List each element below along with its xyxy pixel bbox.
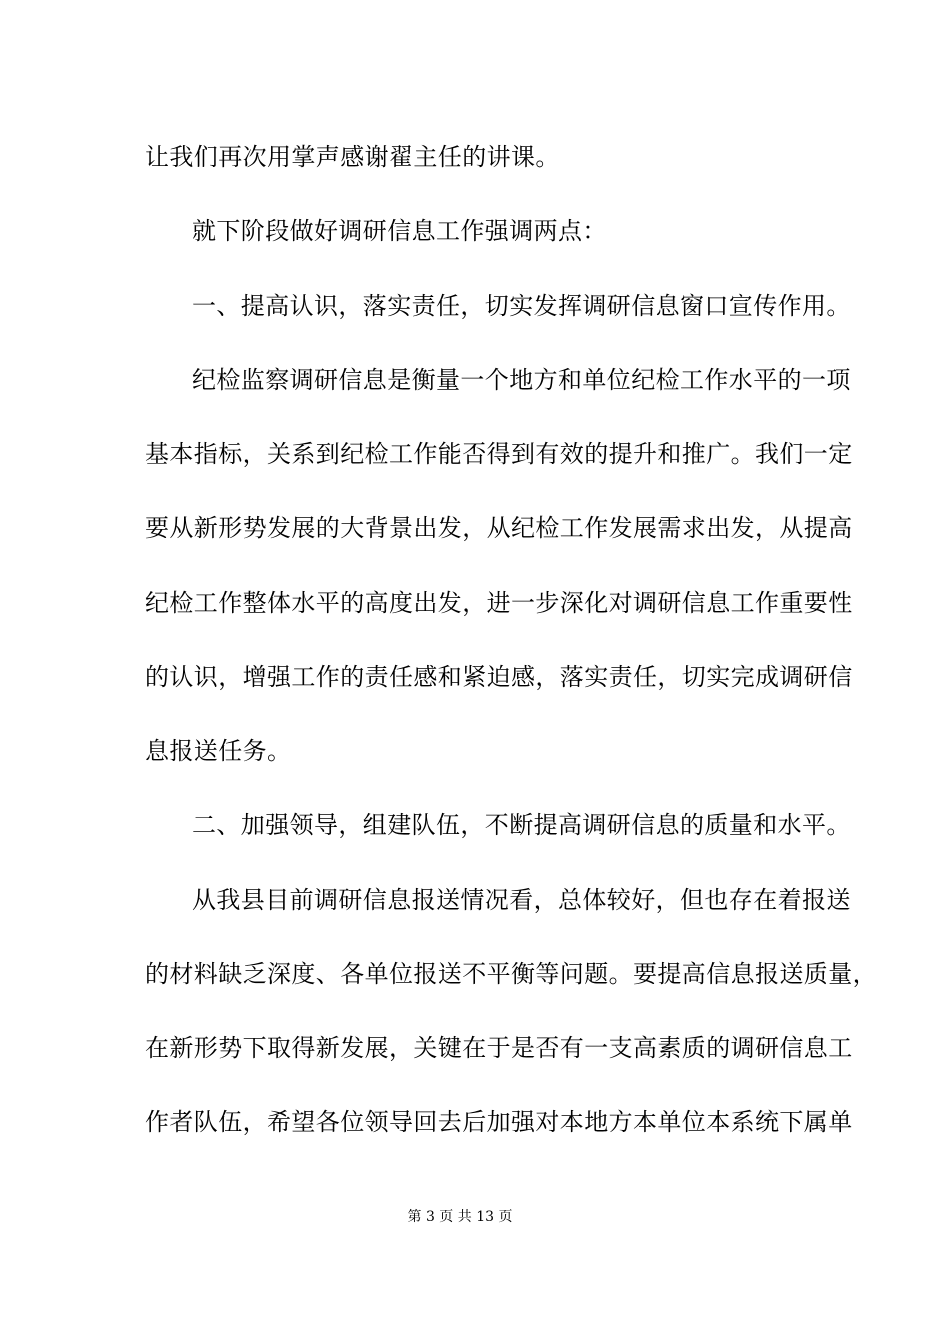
page-number-label: 第 3 页 共 13 页 — [407, 1209, 513, 1225]
paragraph-line-6: 要从新形势发展的大背景出发，从纪检工作发展需求出发，从提高 — [145, 514, 853, 542]
paragraph-line-4: 纪检监察调研信息是衡量一个地方和单位纪检工作水平的一项 — [192, 366, 851, 394]
paragraph-line-5: 基本指标，关系到纪检工作能否得到有效的提升和推广。我们一定 — [145, 440, 853, 468]
paragraph-line-13: 在新形势下取得新发展，关键在于是否有一支高素质的调研信息工 — [145, 1034, 853, 1062]
paragraph-line-11: 从我县目前调研信息报送情况看，总体较好，但也存在着报送 — [192, 886, 851, 914]
page-footer — [0, 1208, 950, 1226]
paragraph-line-8: 的认识，增强工作的责任感和紧迫感，落实责任，切实完成调研信 — [145, 663, 853, 691]
section-heading-1: 一、提高认识，落实责任，切实发挥调研信息窗口宣传作用。 — [192, 292, 851, 320]
paragraph-line-7: 纪检工作整体水平的高度出发，进一步深化对调研信息工作重要性 — [145, 589, 853, 617]
section-heading-2: 二、加强领导，组建队伍，不断提高调研信息的质量和水平。 — [192, 811, 851, 839]
paragraph-line-2: 就下阶段做好调研信息工作强调两点： — [192, 217, 607, 245]
paragraph-line-9: 息报送任务。 — [145, 737, 292, 765]
paragraph-line-12: 的材料缺乏深度、各单位报送不平衡等问题。要提高信息报送质量， — [145, 960, 877, 988]
paragraph-line-1: 让我们再次用掌声感谢翟主任的讲课。 — [145, 143, 560, 171]
paragraph-line-14: 作者队伍，希望各位领导回去后加强对本地方本单位本系统下属单 — [145, 1108, 853, 1136]
